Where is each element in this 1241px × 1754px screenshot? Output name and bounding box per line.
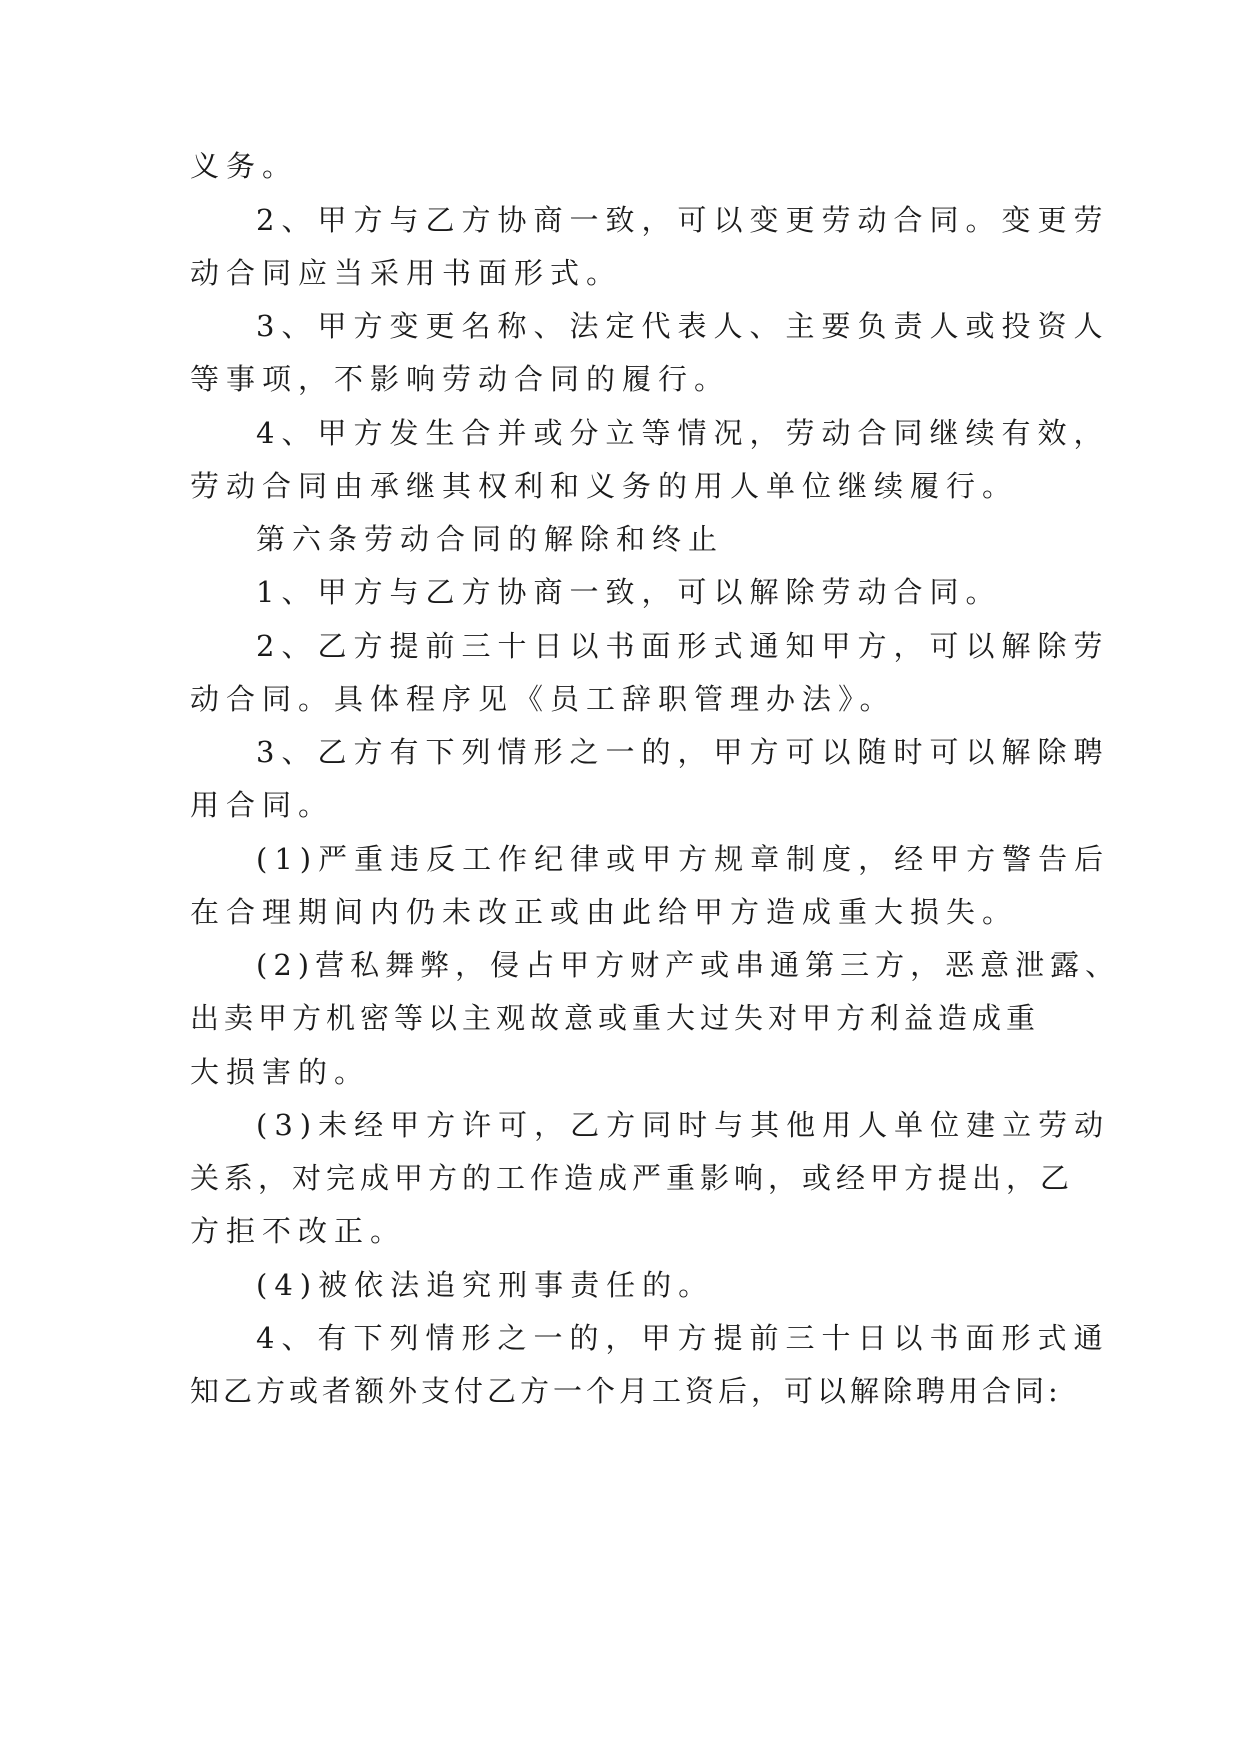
paragraph-start: (2)营私舞弊，侵占甲方财产或串通第三方，恶意泄露、 — [256, 948, 1121, 982]
text-line: 义务。 — [190, 149, 299, 183]
text-line: 劳动合同由承继其权利和义务的用人单位继续履行。 — [190, 469, 1019, 503]
section-heading: 第六条劳动合同的解除和终止 — [256, 522, 725, 556]
text-line: 动合同。具体程序见《员工辞职管理办法》。 — [190, 682, 896, 716]
paragraph-start: (4)被依法追究刑事责任的。 — [256, 1268, 715, 1302]
paragraph-start: 3、甲方变更名称、法定代表人、主要负责人或投资人 — [256, 309, 1110, 343]
paragraph-start: 1、甲方与乙方协商一致，可以解除劳动合同。 — [256, 575, 1002, 609]
text-line: 在合理期间内仍未改正或由此给甲方造成重大损失。 — [190, 895, 1019, 929]
text-line: 知乙方或者额外支付乙方一个月工资后，可以解除聘用合同: — [190, 1374, 1062, 1408]
text-line: 动合同应当采用书面形式。 — [190, 256, 623, 290]
paragraph-start: 4、甲方发生合并或分立等情况，劳动合同继续有效， — [256, 416, 1110, 450]
paragraph-start: 2、甲方与乙方协商一致，可以变更劳动合同。变更劳 — [256, 203, 1110, 237]
paragraph-start: (3)未经甲方许可，乙方同时与其他用人单位建立劳动 — [256, 1108, 1111, 1142]
paragraph-start: 4、有下列情形之一的，甲方提前三十日以书面形式通 — [256, 1321, 1110, 1355]
text-line: 用合同。 — [190, 788, 335, 822]
text-line: 出卖甲方机密等以主观故意或重大过失对甲方利益造成重 — [190, 1001, 1041, 1035]
paragraph-start: (1)严重违反工作纪律或甲方规章制度，经甲方警告后 — [256, 842, 1111, 876]
text-line: 大损害的。 — [190, 1055, 371, 1089]
text-line: 方拒不改正。 — [190, 1214, 407, 1248]
text-line: 关系，对完成甲方的工作造成严重影响，或经甲方提出，乙 — [190, 1161, 1075, 1195]
paragraph-start: 2、乙方提前三十日以书面形式通知甲方，可以解除劳 — [256, 629, 1110, 663]
paragraph-start: 3、乙方有下列情形之一的，甲方可以随时可以解除聘 — [256, 735, 1110, 769]
text-line: 等事项，不影响劳动合同的履行。 — [190, 362, 731, 396]
